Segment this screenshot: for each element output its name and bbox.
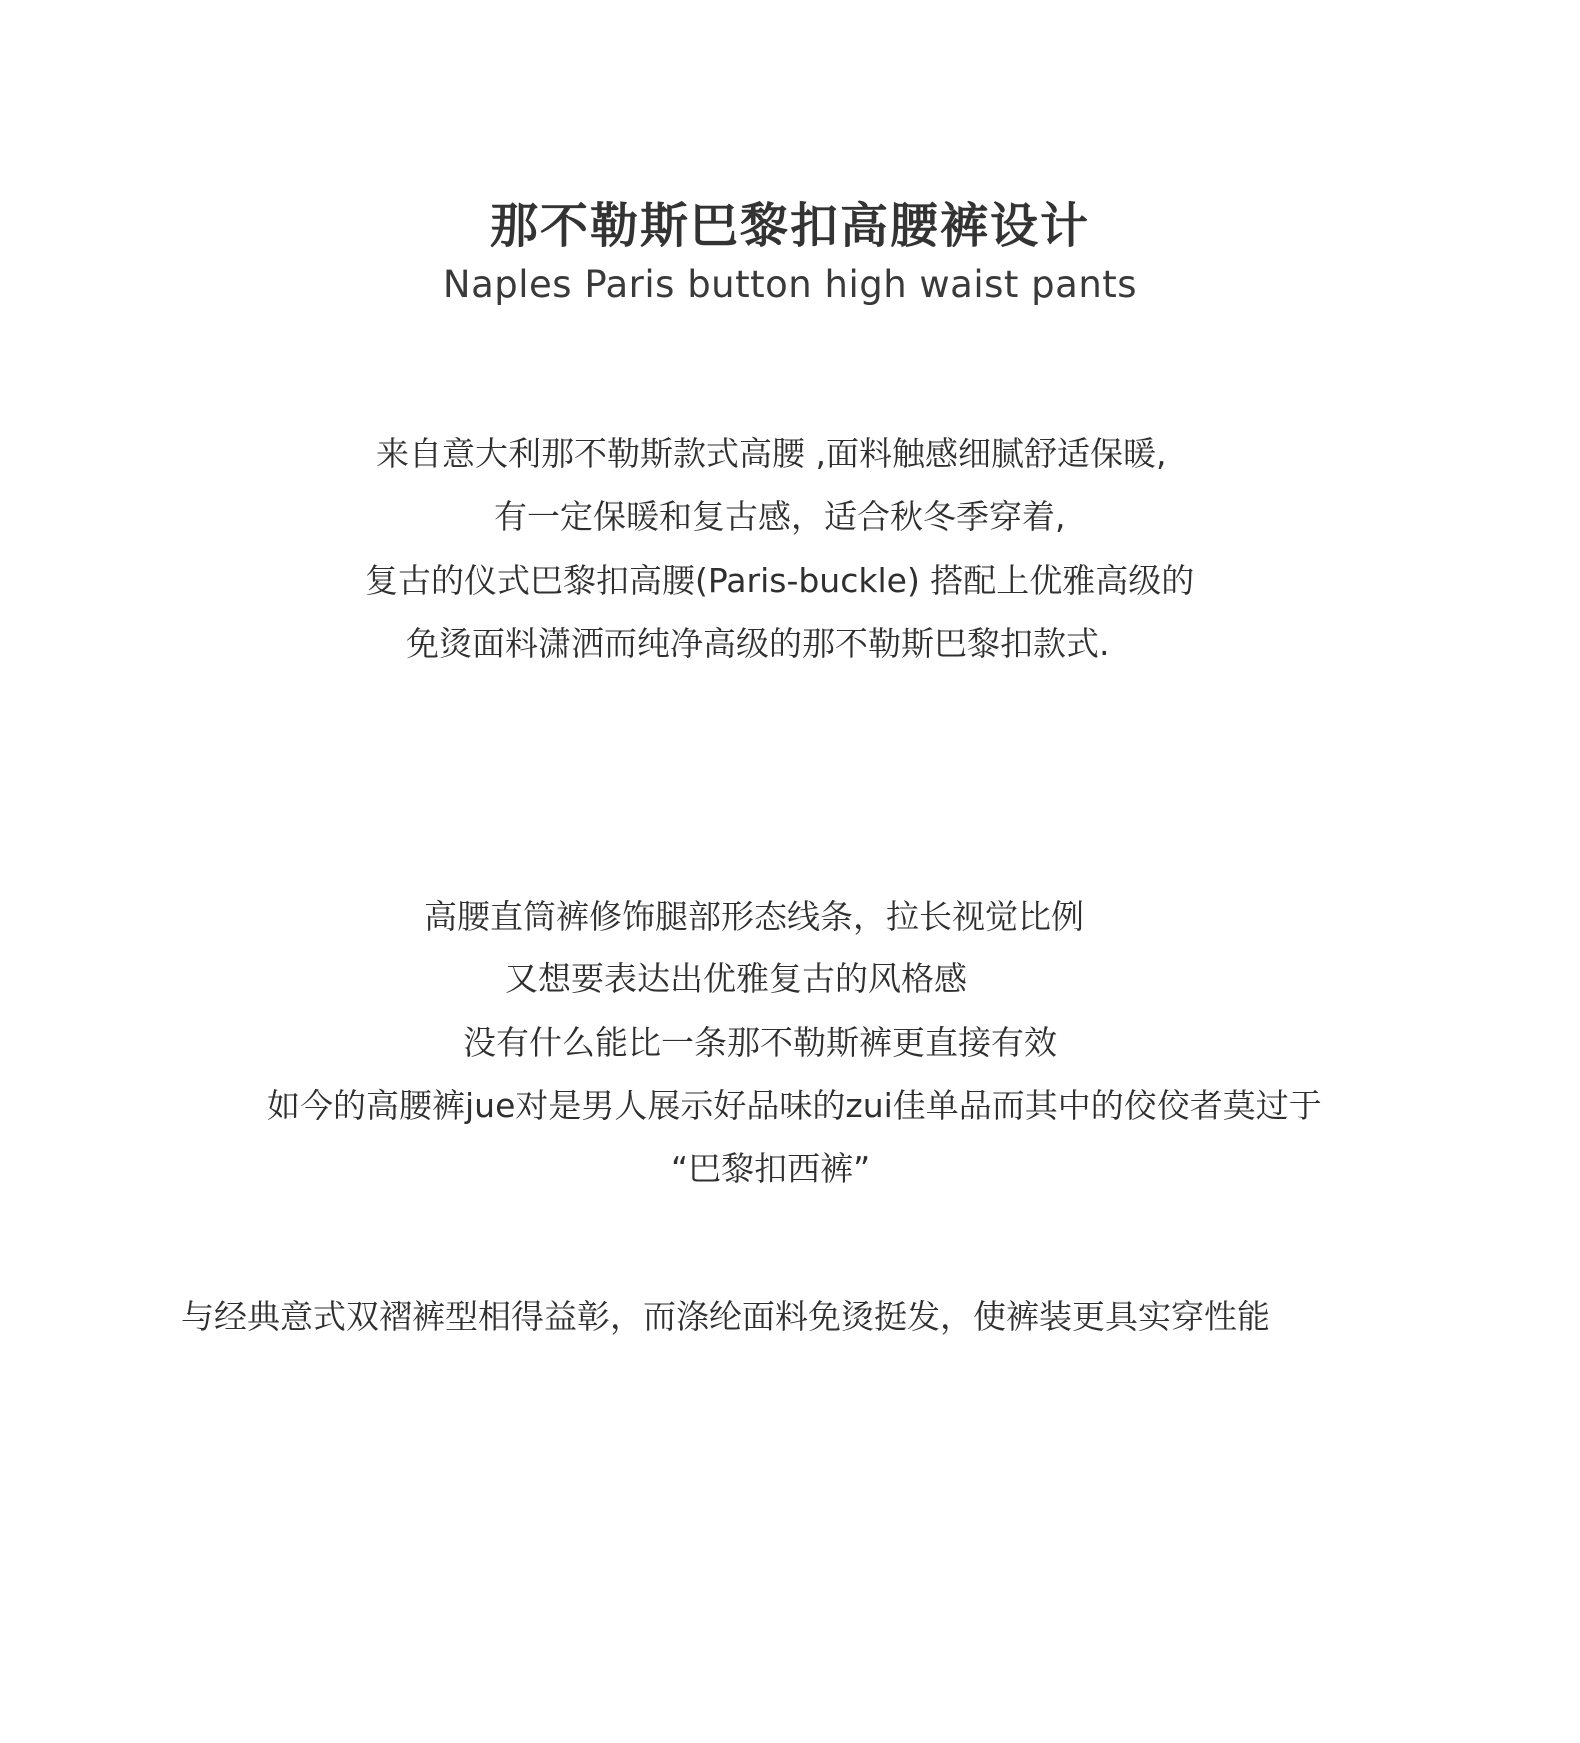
feature-line-4: 如今的高腰裤jue对是男人展示好品味的zui佳单品而其中的佼佼者莫过于: [267, 1086, 1322, 1125]
intro-line-3: 复古的仪式巴黎扣高腰(Paris-buckle) 搭配上优雅高级的: [365, 561, 1195, 600]
feature-line-3: 没有什么能比一条那不勒斯裤更直接有效: [463, 1023, 1057, 1062]
feature-line-1: 高腰直筒裤修饰腿部形态线条，拉长视觉比例: [424, 897, 1084, 936]
page-title: 那不勒斯巴黎扣高腰裤设计: [489, 198, 1090, 254]
closing-line: 与经典意式双褶裤型相得益彰，而涤纶面料免烫挺发，使裤装更具实穿性能: [181, 1297, 1270, 1336]
intro-line-4: 免烫面料潇洒而纯净高级的那不勒斯巴黎扣款式.: [406, 624, 1110, 663]
intro-line-2: 有一定保暖和复古感，适合秋冬季穿着,: [494, 497, 1066, 536]
feature-line-5: “巴黎扣西裤”: [671, 1149, 871, 1188]
page-subtitle: Naples Paris button high waist pants: [442, 263, 1138, 306]
feature-line-2: 又想要表达出优雅复古的风格感: [505, 959, 967, 998]
intro-line-1: 来自意大利那不勒斯款式高腰 ,面料触感细腻舒适保暖,: [376, 434, 1167, 473]
